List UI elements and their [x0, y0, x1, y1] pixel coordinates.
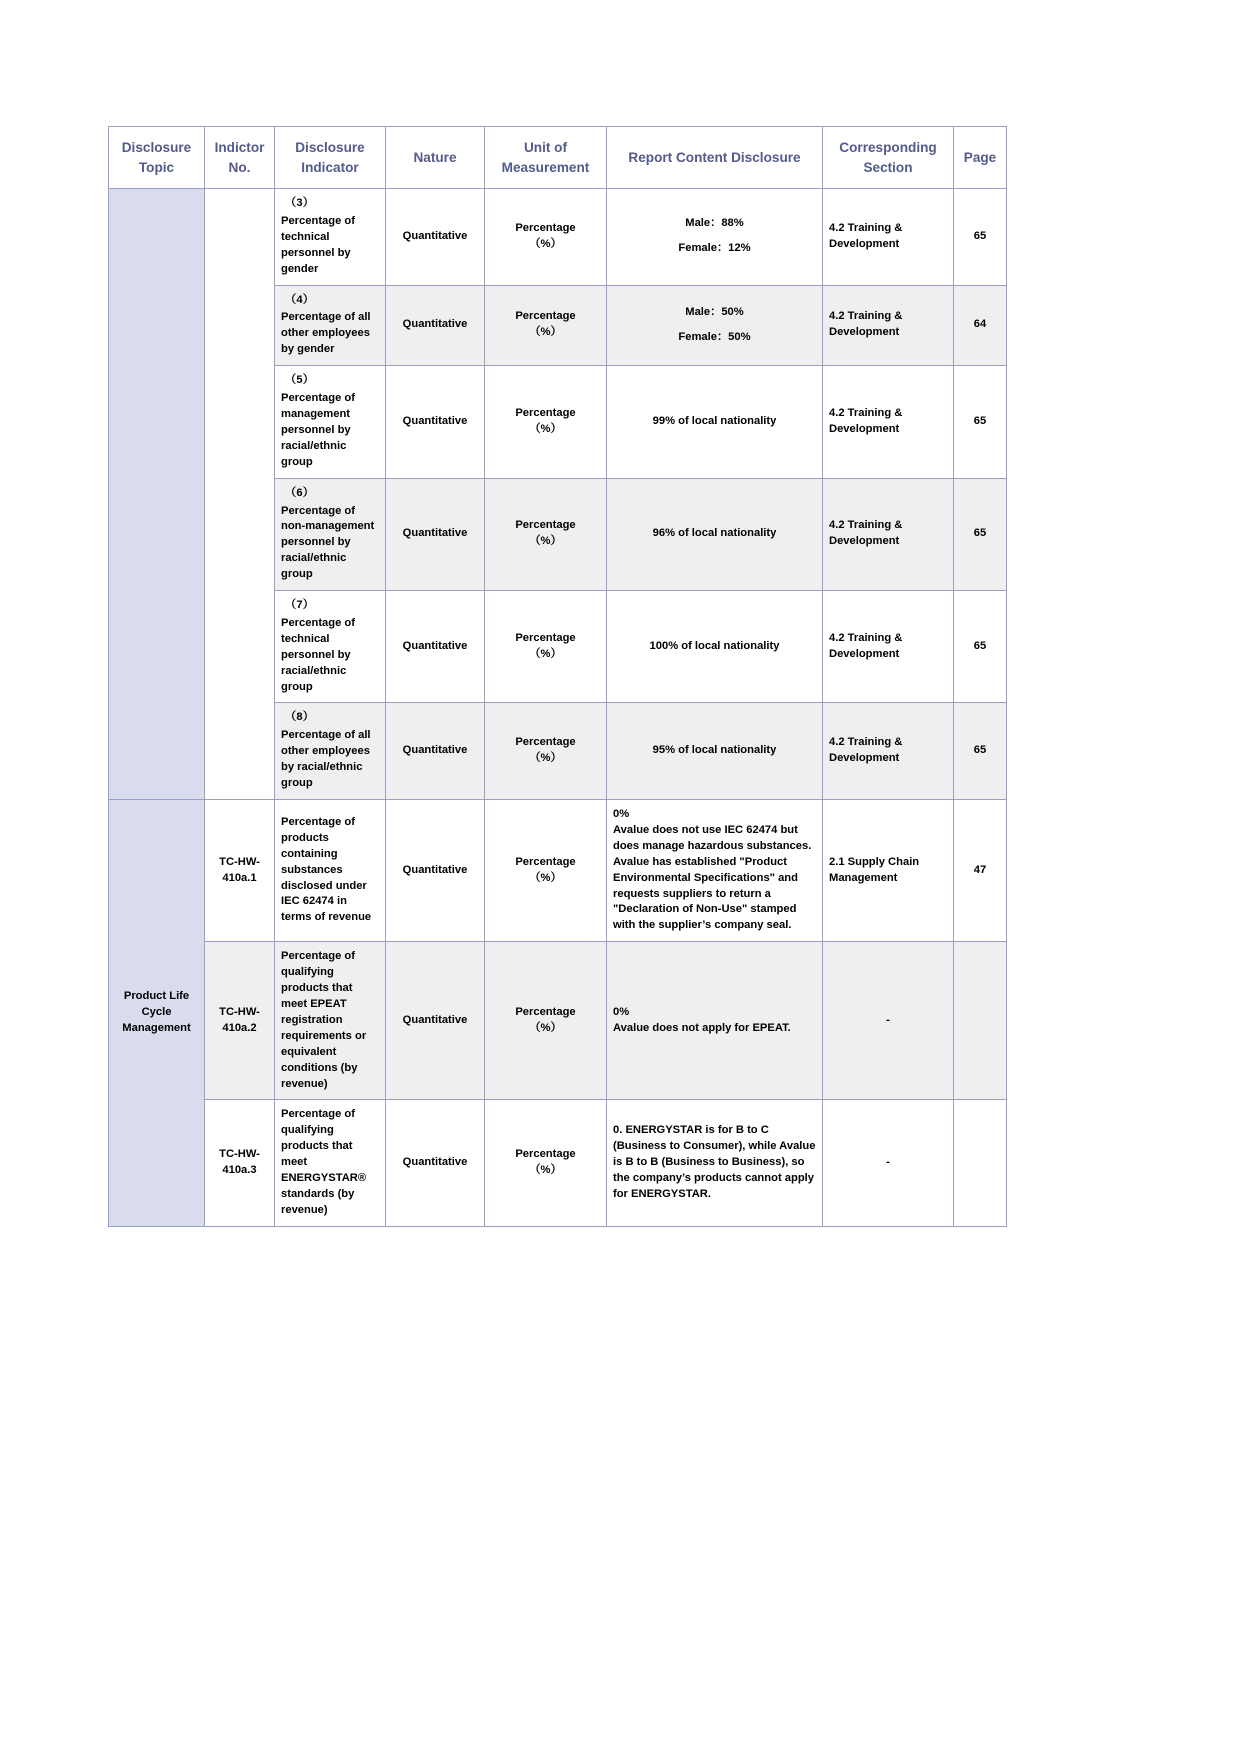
report-content-cell: [607, 591, 823, 703]
column-header-corresponding-section: Corresponding Section: [823, 127, 954, 189]
page-cell: 65: [954, 478, 1007, 590]
indicator-number: （3）: [285, 197, 315, 209]
column-header-unit-of-measurement: Unit of Measurement: [485, 127, 607, 189]
indicator-cell: [275, 285, 386, 366]
unit-line-1: Percentage: [515, 519, 576, 532]
unit-cell: [485, 591, 607, 703]
page-cell: 64: [954, 285, 1007, 366]
indicator-number: （6）: [285, 486, 315, 499]
report-line: Male：88%: [685, 217, 744, 230]
report-body: Avalue does not apply for EPEAT.: [613, 1021, 791, 1034]
table-row: [109, 1100, 1007, 1226]
topic-cell-continuation: [109, 189, 205, 800]
indicator-no-cell: TC-HW-410a.3: [205, 1100, 275, 1226]
unit-line-2: （%）: [529, 326, 562, 339]
report-line: Female：50%: [678, 330, 751, 343]
page-cell: 65: [954, 366, 1007, 478]
section-cell: 4.2 Training & Development: [823, 591, 954, 703]
column-header-report-content-disclosure: Report Content Disclosure: [607, 127, 823, 189]
nature-cell: Quantitative: [386, 591, 485, 703]
unit-line-2: （%）: [529, 1021, 562, 1034]
report-content-cell: [607, 285, 823, 366]
report-content-cell: [607, 189, 823, 286]
unit-line-1: Percentage: [515, 221, 576, 234]
indicator-cell: [275, 189, 386, 286]
report-body: Avalue does not use IEC 62474 but does manage hazardous substances. Avalue has established "Product Environmental Specifications" and requests suppliers to return a "Declaration of Non-Use" stamped with the supplier’s company seal.: [613, 823, 812, 932]
section-cell: 4.2 Training & Development: [823, 478, 954, 590]
page-cell: 65: [954, 703, 1007, 800]
section-cell: 4.2 Training & Development: [823, 285, 954, 366]
page-cell: 65: [954, 591, 1007, 703]
unit-line-1: Percentage: [515, 406, 576, 419]
report-content-cell: [607, 942, 823, 1100]
unit-cell: [485, 1100, 607, 1226]
report-line: 96% of local nationality: [652, 527, 777, 540]
unit-cell: [485, 703, 607, 800]
unit-line-1: Percentage: [515, 1148, 576, 1161]
nature-cell: Quantitative: [386, 942, 485, 1100]
unit-cell: [485, 189, 607, 286]
indicator-cell: Percentage of qualifying products that meet ENERGYSTAR® standards (by revenue): [275, 1100, 386, 1226]
column-header-page: Page: [954, 127, 1007, 189]
report-content-cell: [607, 1100, 823, 1226]
section-cell: 4.2 Training & Development: [823, 366, 954, 478]
unit-line-1: Percentage: [515, 1005, 576, 1018]
report-line: Male：50%: [685, 305, 744, 318]
unit-cell: [485, 285, 607, 366]
unit-line-2: （%）: [529, 871, 562, 884]
indicator-number: （8）: [285, 711, 315, 724]
unit-line-1: Percentage: [515, 736, 576, 749]
indicator-text: Percentage of technical personnel by racial/ethnic group: [281, 616, 355, 693]
indicator-no-cell: TC-HW-410a.1: [205, 800, 275, 942]
nature-cell: Quantitative: [386, 478, 485, 590]
nature-cell: Quantitative: [386, 800, 485, 942]
unit-cell: [485, 478, 607, 590]
indicator-cell: [275, 591, 386, 703]
table-header: [109, 127, 1007, 189]
page-cell: 47: [954, 800, 1007, 942]
table-row: [109, 189, 1007, 286]
report-line: 100% of local nationality: [649, 639, 780, 652]
indicator-text: Percentage of non-management personnel by racial/ethnic group: [281, 504, 375, 581]
sasb-disclosure-table: [108, 126, 1007, 1227]
indicator-cell: Percentage of qualifying products that meet EPEAT registration requirements or equivalent conditions (by revenue): [275, 942, 386, 1100]
page-cell: 65: [954, 189, 1007, 286]
unit-line-2: （%）: [529, 422, 562, 435]
report-line: 95% of local nationality: [652, 744, 777, 757]
indicator-no-cell: TC-HW-410a.2: [205, 942, 275, 1100]
unit-cell: [485, 800, 607, 942]
unit-cell: [485, 366, 607, 478]
table-header-row: [109, 127, 1007, 189]
topic-cell-product-life-cycle-management: Product Life Cycle Management: [109, 800, 205, 1227]
column-header-nature: Nature: [386, 127, 485, 189]
indicator-cell: [275, 478, 386, 590]
column-header-disclosure-indicator: Disclosure Indicator: [275, 127, 386, 189]
indicator-cell: [275, 366, 386, 478]
report-lead: 0%: [613, 1005, 630, 1018]
report-line: 99% of local nationality: [652, 414, 777, 427]
unit-line-1: Percentage: [515, 310, 576, 323]
indicator-text: Percentage of all other employees by racial/ethnic group: [281, 729, 371, 790]
page-cell: [954, 942, 1007, 1100]
indicator-number: （4）: [285, 293, 315, 306]
nature-cell: Quantitative: [386, 1100, 485, 1226]
table-row: [109, 800, 1007, 942]
unit-line-1: Percentage: [515, 855, 576, 868]
unit-line-1: Percentage: [515, 631, 576, 644]
unit-line-2: （%）: [529, 237, 562, 250]
section-cell: 4.2 Training & Development: [823, 703, 954, 800]
report-content-cell: [607, 703, 823, 800]
indicator-cell: [275, 703, 386, 800]
section-cell: -: [823, 1100, 954, 1226]
indicator-text: Percentage of technical personnel by gender: [281, 214, 355, 275]
section-cell: 4.2 Training & Development: [823, 189, 954, 286]
column-header-disclosure-topic: Disclosure Topic: [109, 127, 205, 189]
table-body: [109, 189, 1007, 1227]
report-content-cell: [607, 800, 823, 942]
nature-cell: Quantitative: [386, 703, 485, 800]
indicator-text: Percentage of all other employees by gender: [281, 311, 371, 356]
nature-cell: Quantitative: [386, 366, 485, 478]
report-line: Female：12%: [678, 242, 751, 255]
report-content-cell: [607, 366, 823, 478]
nature-cell: Quantitative: [386, 285, 485, 366]
indicator-number: （5）: [285, 374, 315, 387]
indicator-number: （7）: [285, 599, 315, 612]
report-lead: 0%: [613, 808, 630, 820]
indicator-no-cell-continuation: [205, 189, 275, 800]
unit-line-2: （%）: [529, 535, 562, 548]
section-cell: -: [823, 942, 954, 1100]
nature-cell: Quantitative: [386, 189, 485, 286]
unit-line-2: （%）: [529, 647, 562, 660]
page-cell: [954, 1100, 1007, 1226]
unit-cell: [485, 942, 607, 1100]
indicator-text: Percentage of management personnel by racial/ethnic group: [281, 392, 355, 468]
report-content-cell: [607, 478, 823, 590]
table-row: [109, 942, 1007, 1100]
indicator-cell: Percentage of products containing substances disclosed under IEC 62474 in terms of revenue: [275, 800, 386, 942]
unit-line-2: （%）: [529, 1164, 562, 1177]
column-header-indicator-no: Indictor No.: [205, 127, 275, 189]
section-cell: 2.1 Supply Chain Management: [823, 800, 954, 942]
unit-line-2: （%）: [529, 752, 562, 765]
report-body: 0. ENERGYSTAR is for B to C (Business to Consumer), while Avalue is B to B (Business to Business), so the company’s products cannot apply for ENERGYSTAR.: [613, 1124, 816, 1200]
